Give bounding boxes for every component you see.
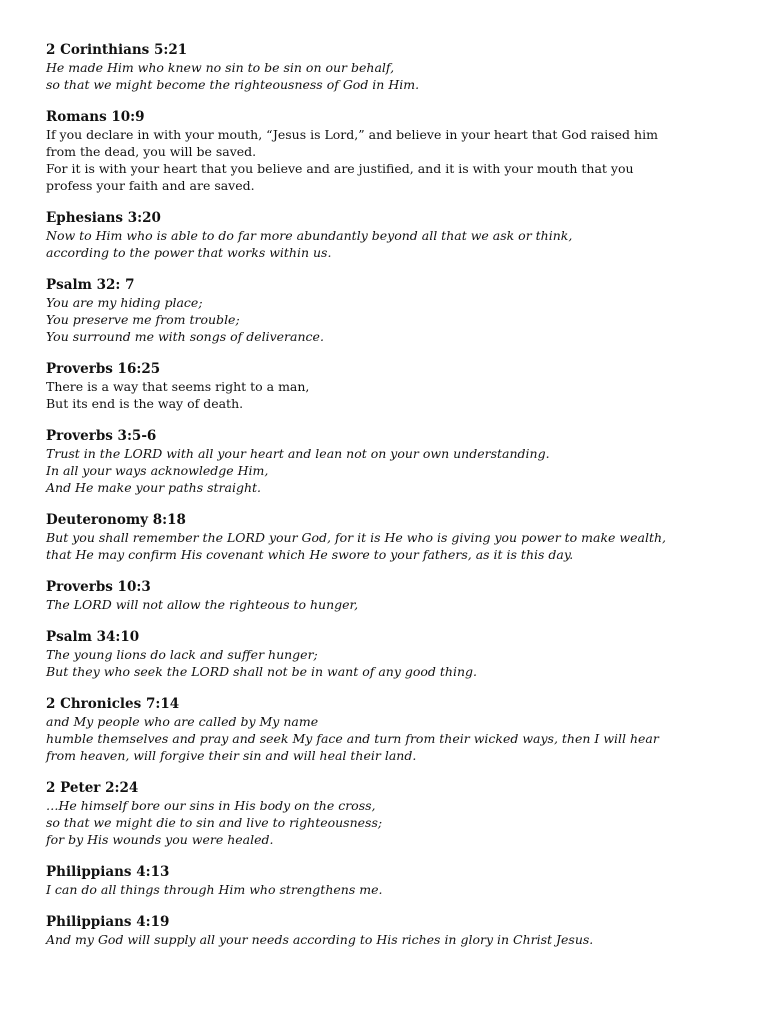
verse-text-line: so that we might die to sin and live to righteousness; (46, 815, 383, 830)
verse-reference: Romans 10:9 (46, 109, 145, 125)
verse-reference: 2 Chronicles 7:14 (46, 696, 180, 712)
verse-text-line: from the dead, you will be saved. (46, 144, 257, 159)
verse-text-line: He made Him who knew no sin to be sin on our behalf, (46, 60, 395, 75)
verse-block (46, 864, 746, 898)
verse-text-line: from heaven, will forgive their sin and will heal their land. (46, 748, 417, 763)
verse-text-line: But its end is the way of death. (46, 396, 244, 411)
document-page (46, 42, 746, 964)
verse-reference: Proverbs 10:3 (46, 579, 151, 595)
verse-text-line: for by His wounds you were healed. (46, 832, 274, 847)
verse-reference: 2 Peter 2:24 (46, 780, 139, 796)
verse-text-line: …He himself bore our sins in His body on the cross, (46, 798, 376, 813)
verse-reference: Philippians 4:13 (46, 864, 170, 880)
verse-block (46, 42, 746, 93)
verse-text-line: I can do all things through Him who strengthens me. (46, 882, 383, 897)
verse-text-line: For it is with your heart that you believe and are justified, and it is with your mouth that you (46, 161, 634, 176)
verse-text-line: You surround me with songs of deliverance. (46, 329, 324, 344)
verse-block (46, 361, 746, 412)
verse-text-line: The LORD will not allow the righteous to hunger, (46, 597, 359, 612)
verse-text-line: that He may confirm His covenant which He swore to your fathers, as it is this day. (46, 547, 574, 562)
verse-reference: Psalm 32: 7 (46, 277, 135, 293)
verse-text-line: according to the power that works within us. (46, 245, 332, 260)
verse-reference: Proverbs 16:25 (46, 361, 161, 377)
verse-reference: Deuteronomy 8:18 (46, 512, 186, 528)
verse-block (46, 629, 746, 680)
verse-reference: Psalm 34:10 (46, 629, 140, 645)
verse-block (46, 579, 746, 613)
verse-block (46, 696, 746, 764)
verse-text-line: But they who seek the LORD shall not be in want of any good thing. (46, 664, 477, 679)
verse-text-line: Now to Him who is able to do far more abundantly beyond all that we ask or think, (46, 228, 573, 243)
verse-reference: Philippians 4:19 (46, 914, 170, 930)
verse-text-line: There is a way that seems right to a man, (46, 379, 310, 394)
verse-text-line: The young lions do lack and suffer hunger; (46, 647, 318, 662)
verse-text-line: profess your faith and are saved. (46, 178, 255, 193)
verse-text-line: If you declare in with your mouth, “Jesus is Lord,” and believe in your heart that God raised him (46, 127, 658, 142)
verse-block (46, 914, 746, 948)
verse-text-line: But you shall remember the LORD your God, for it is He who is giving you power to make wealth, (46, 530, 667, 545)
verse-text-line: You preserve me from trouble; (46, 312, 240, 327)
verse-text-line: You are my hiding place; (46, 295, 203, 310)
verse-text-line: In all your ways acknowledge Him, (46, 463, 269, 478)
verse-text-line: so that we might become the righteousness of God in Him. (46, 77, 420, 92)
verse-reference: Ephesians 3:20 (46, 210, 161, 226)
verse-text-line: humble themselves and pray and seek My face and turn from their wicked ways, then I will hear (46, 731, 659, 746)
verse-block (46, 428, 746, 496)
verse-text-line: And my God will supply all your needs according to His riches in glory in Christ Jesus. (46, 932, 594, 947)
verse-block (46, 210, 746, 261)
verse-reference: Proverbs 3:5-6 (46, 428, 157, 444)
verse-text-line: And He make your paths straight. (46, 480, 261, 495)
verse-block (46, 512, 746, 563)
verse-block (46, 780, 746, 848)
verse-text-line: Trust in the LORD with all your heart and lean not on your own understanding. (46, 446, 550, 461)
verse-text-line: and My people who are called by My name (46, 714, 319, 729)
verse-reference: 2 Corinthians 5:21 (46, 42, 188, 58)
verse-block (46, 109, 746, 194)
verse-block (46, 277, 746, 345)
